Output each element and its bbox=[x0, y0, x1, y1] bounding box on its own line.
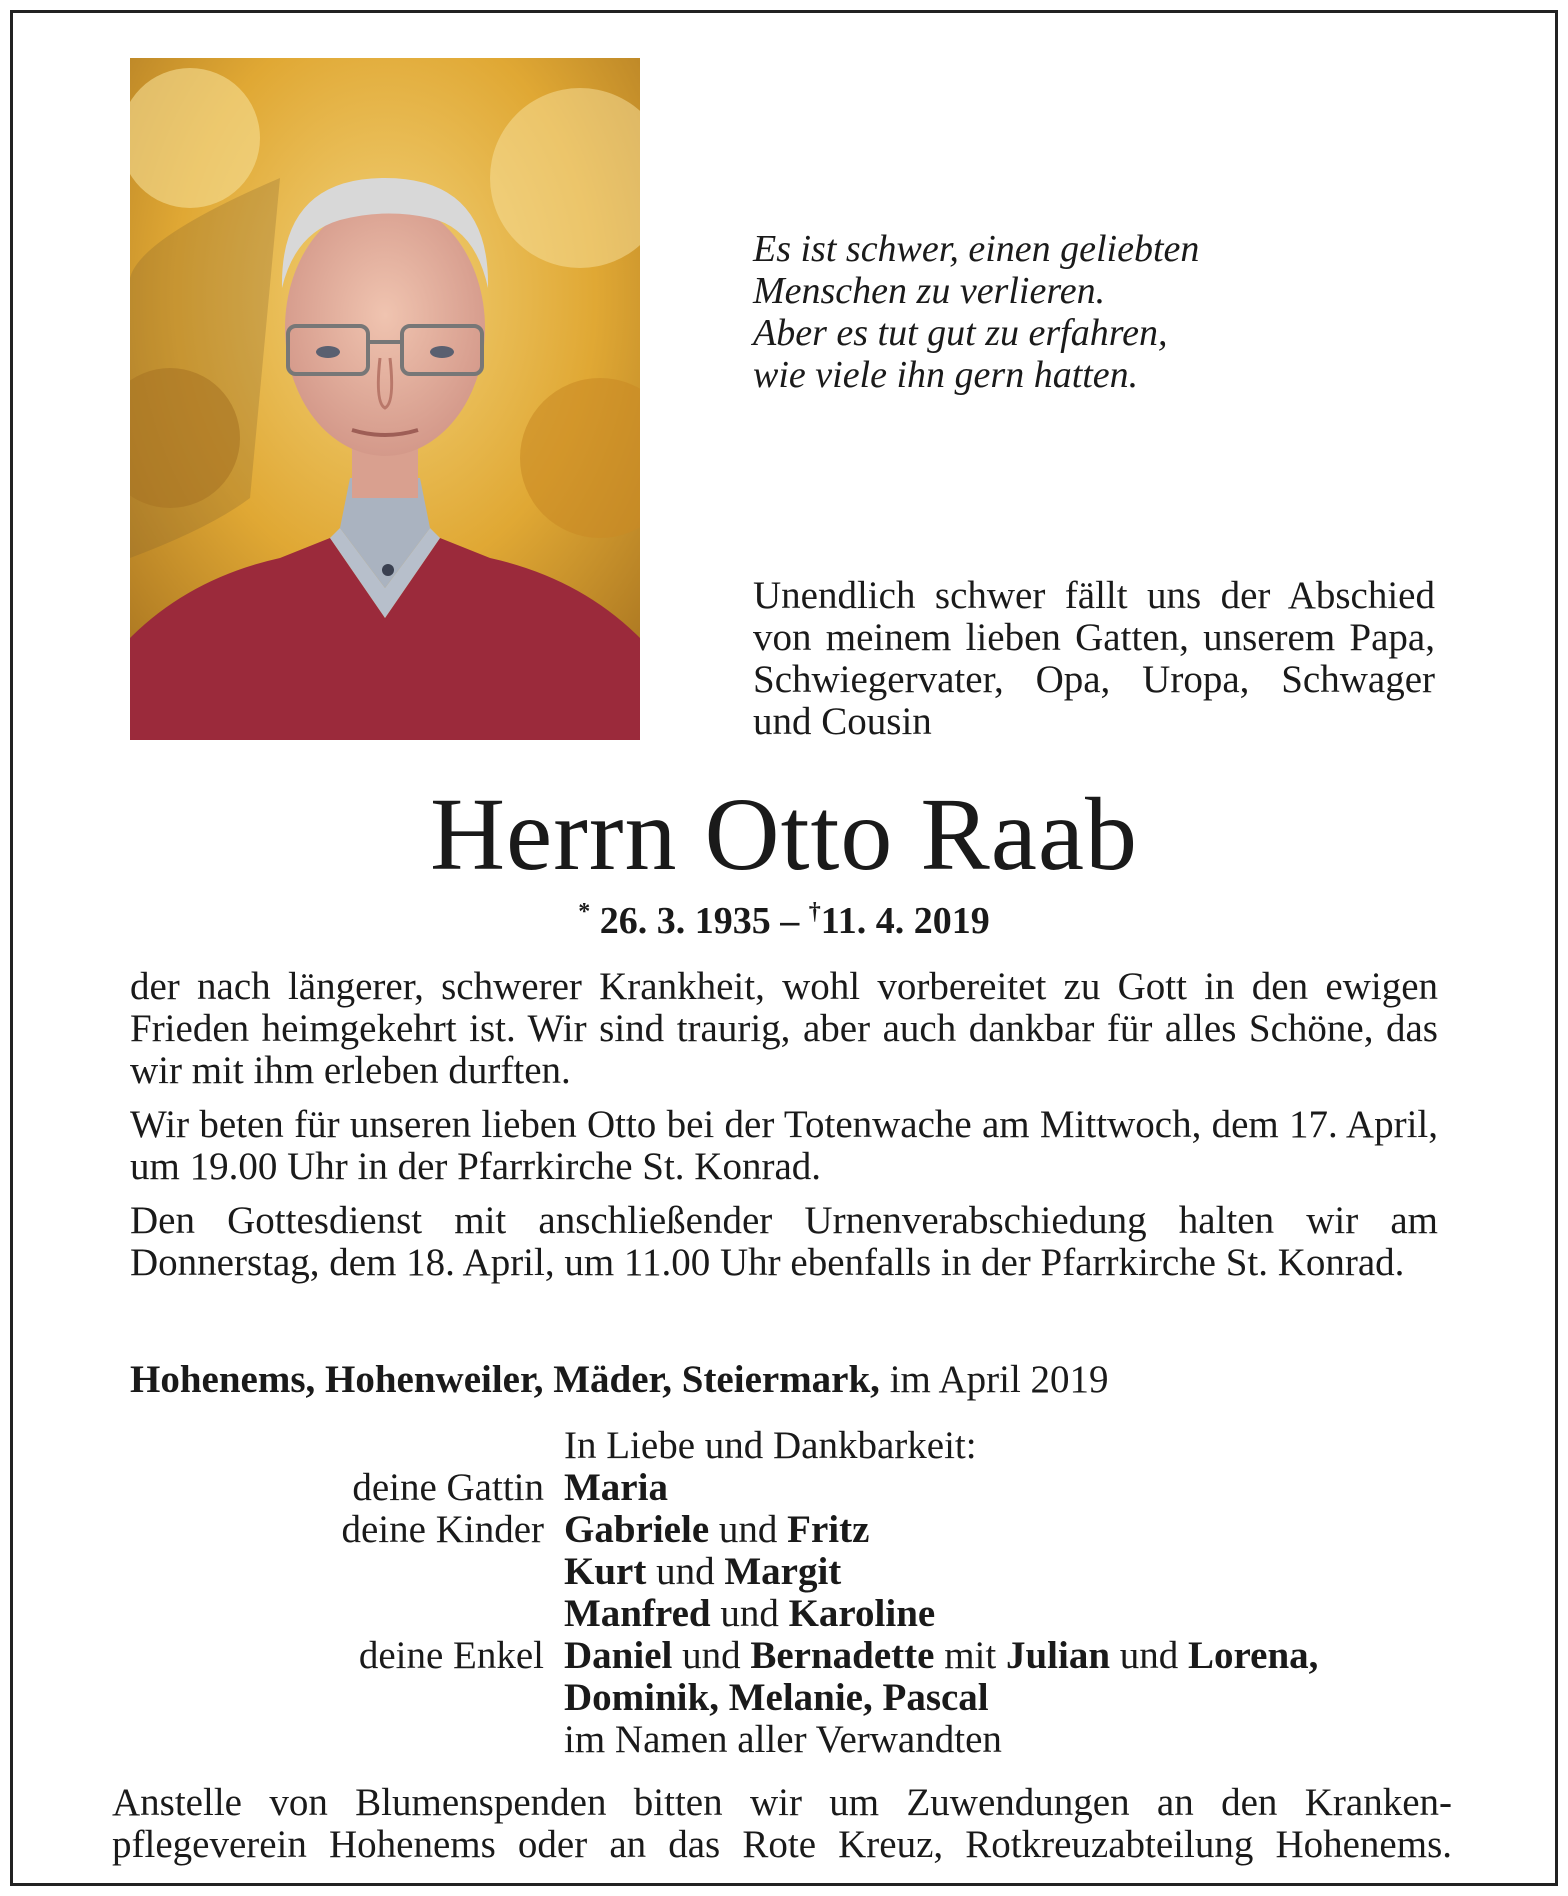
grandchildren-row bbox=[130, 1635, 1438, 1677]
conjunction: und bbox=[1119, 1634, 1179, 1677]
announcement-date: im April 2019 bbox=[889, 1358, 1109, 1401]
grandchild-partner-name: Bernadette bbox=[750, 1634, 935, 1677]
donation-note bbox=[112, 1782, 1452, 1866]
donation-note-line: pflegeverein Hohenems oder an das Rote Kreuz, Rotkreuzabteilung Hohenems. bbox=[112, 1823, 1452, 1866]
children-label: deine Kinder bbox=[341, 1508, 544, 1551]
body-paragraph: Den Gottesdienst mit anschließender Urnenverabschiedung halten wir am Donnerstag, dem 18. April, um 11.00 Uhr ebenfalls in der Pfarrkirche St. Konrad. bbox=[130, 1199, 1438, 1284]
announcement-body bbox=[130, 966, 1438, 1296]
spouse-name: Maria bbox=[564, 1466, 668, 1509]
spouse-label: deine Gattin bbox=[352, 1466, 544, 1509]
memorial-quote bbox=[753, 228, 1313, 396]
portrait-photo bbox=[130, 58, 640, 740]
place-and-date bbox=[130, 1358, 1438, 1402]
grandchildren-row bbox=[130, 1677, 1438, 1719]
intro-text: Unendlich schwer fällt uns der Abschied von meinem lieben Gatten, unserem Papa, Schwiegervater, Opa, Uropa, Schwager und Cousin bbox=[753, 574, 1435, 743]
relatives-row bbox=[130, 1719, 1438, 1761]
locations: Hohenems, Hohenweiler, Mäder, Steiermark, bbox=[130, 1358, 880, 1401]
children-row bbox=[130, 1509, 1438, 1551]
relatives-text: im Namen aller Verwandten bbox=[564, 1718, 1002, 1761]
grandchild-name: Daniel bbox=[564, 1634, 673, 1677]
grandchildren-label: deine Enkel bbox=[358, 1634, 544, 1677]
grandchildren-names: Dominik, Melanie, Pascal bbox=[564, 1676, 989, 1719]
child-name: Kurt bbox=[564, 1550, 647, 1593]
children-row bbox=[130, 1551, 1438, 1593]
conjunction: und bbox=[682, 1634, 741, 1677]
deceased-name: Herrn Otto Raab bbox=[429, 777, 1139, 892]
birth-symbol: * bbox=[578, 899, 591, 925]
conjunction: und bbox=[718, 1508, 778, 1551]
body-paragraph: Wir beten für unseren lieben Otto bei der Totenwache am Mittwoch, dem 17. April, um 19.00 Uhr in der Pfarrkirche St. Konrad. bbox=[130, 1103, 1438, 1188]
life-dates bbox=[130, 890, 1438, 943]
family-heading-row bbox=[130, 1425, 1438, 1467]
child-name: Gabriele bbox=[564, 1508, 710, 1551]
death-date: 11. 4. 2019 bbox=[820, 900, 990, 942]
child-partner-name: Margit bbox=[724, 1550, 842, 1593]
donation-note-line: Anstelle von Blumenspenden bitten wir um Zuwendungen an den Kranken- bbox=[112, 1781, 1452, 1824]
preposition: mit bbox=[944, 1634, 997, 1677]
date-separator: – bbox=[780, 900, 800, 942]
birth-date: 26. 3. 1935 bbox=[599, 900, 771, 942]
quote-line: wie viele ihn gern hatten. bbox=[753, 354, 1139, 396]
conjunction: und bbox=[656, 1550, 715, 1593]
quote-line: Es ist schwer, einen geliebten bbox=[753, 228, 1200, 270]
conjunction: und bbox=[720, 1592, 779, 1635]
quote-line: Menschen zu verlieren. bbox=[753, 270, 1106, 312]
child-name: Manfred bbox=[564, 1592, 711, 1635]
body-paragraph: der nach längerer, schwerer Krankheit, wohl vorbereitet zu Gott in den ewigen Frieden heimgekehrt ist. Wir sind traurig, aber auch dankbar für alles Schöne, das wir mit ihm erleben durften. bbox=[130, 965, 1438, 1092]
child-partner-name: Karoline bbox=[788, 1592, 936, 1635]
children-row bbox=[130, 1593, 1438, 1635]
spouse-row bbox=[130, 1467, 1438, 1509]
quote-line: Aber es tut gut zu erfahren, bbox=[753, 312, 1168, 354]
child-partner-name: Fritz bbox=[787, 1508, 870, 1551]
family-heading: In Liebe und Dankbarkeit: bbox=[564, 1424, 977, 1467]
great-grandchild-name: Julian bbox=[1005, 1634, 1111, 1677]
great-grandchild-name: Lorena, bbox=[1188, 1634, 1319, 1677]
death-symbol: † bbox=[808, 899, 821, 925]
family-list bbox=[130, 1425, 1438, 1761]
